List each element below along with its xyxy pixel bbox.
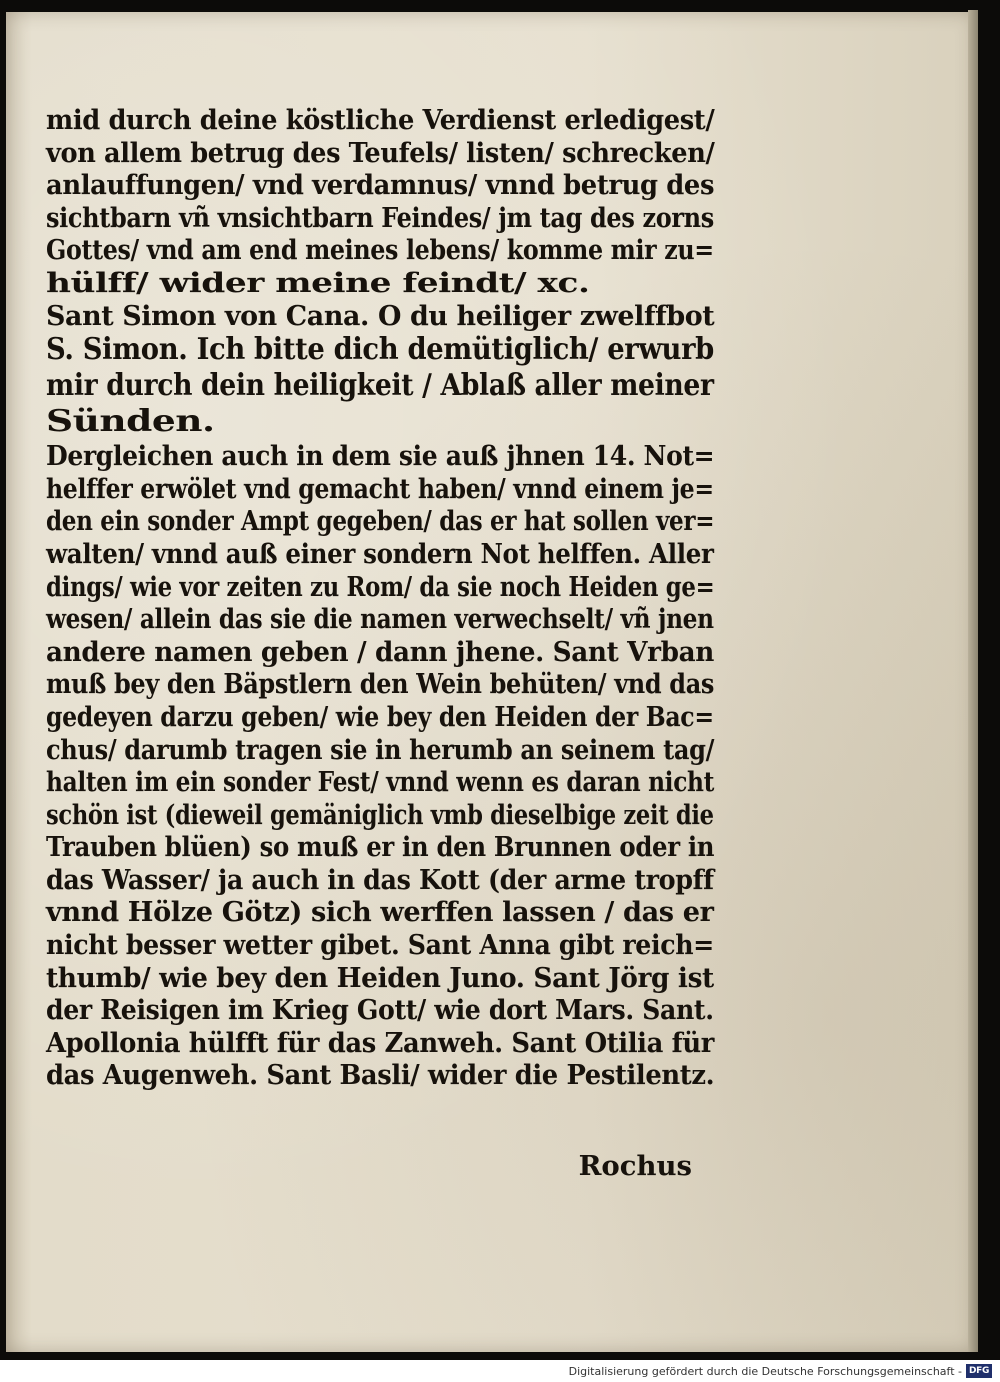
text-line: anlauffungen/ vnd verdamnus/ vnnd betrug des [46, 169, 715, 202]
dfg-logo-icon: DFG [966, 1364, 992, 1378]
text-line: Gottes/ vnd am end meines lebens/ komme mir zu= [46, 234, 714, 267]
text-line: mid durch deine köstliche Verdienst erledigest/ [46, 104, 715, 136]
text-line: thumb/ wie bey den Heiden Juno. Sant Jörg ist [46, 961, 714, 994]
text-line: hülff/ wider meine feindt/ xc. [46, 266, 590, 299]
text-line: von allem betrug des Teufels/ listen/ schrecken/ [46, 136, 715, 169]
text-line: vnnd Hölze Götz) sich werffen lassen / das er [46, 896, 714, 929]
body-text [46, 104, 714, 1092]
text-line: sichtbarn vñ vnsichtbarn Feindes/ jm tag des zorns [46, 201, 714, 234]
text-line: schön ist (dieweil gemäniglich vmb dieselbige zeit die [46, 798, 714, 831]
page-edge [968, 10, 978, 1352]
text-line: Apollonia hülfft für das Zanweh. Sant Otilia für [46, 1026, 714, 1059]
footer-bar [0, 1360, 1000, 1382]
text-line: muß bey den Bäpstlern den Wein behüten/ vnd das [46, 668, 715, 701]
text-line: andere namen geben / dann jhene. Sant Vrban [46, 635, 715, 668]
text-line: das Augenweh. Sant Basli/ wider die Pestilentz. [46, 1059, 715, 1092]
text-line: Dergleichen auch in dem sie auß jhnen 14. Not= [46, 440, 715, 473]
text-line: Trauben blüen) so muß er in den Brunnen oder in [46, 831, 715, 864]
text-line: dings/ wie vor zeiten zu Rom/ da sie noch Heiden ge= [46, 570, 715, 603]
text-line: Sünden. [46, 404, 215, 440]
book-page [6, 12, 974, 1352]
text-line: S. Simon. Ich bitte dich demütiglich/ erwurb [46, 332, 714, 368]
funding-credit: Digitalisierung gefördert durch die Deutsche Forschungsgemeinschaft - [568, 1365, 962, 1378]
text-line: walten/ vnnd auß einer sondern Not helffen. Aller [46, 537, 714, 570]
text-line: chus/ darumb tragen sie in herumb an seinem tag/ [46, 733, 715, 766]
text-line: helffer erwölet vnd gemacht haben/ vnnd einem je= [46, 472, 714, 505]
text-line: nicht besser wetter gibet. Sant Anna gibt reich= [46, 929, 714, 962]
text-line: der Reisigen im Krieg Gott/ wie dort Mars. Sant. [46, 994, 714, 1027]
text-line: wesen/ allein das sie die namen verwechselt/ vñ jnen [46, 603, 714, 636]
text-line: mir durch dein heiligkeit / Ablaß aller meiner [46, 368, 714, 404]
text-line: das Wasser/ ja auch in das Kott (der arme tropff [46, 863, 714, 896]
text-line: gedeyen darzu geben/ wie bey den Heiden der Bac= [46, 700, 714, 733]
text-line: den ein sonder Ampt gegeben/ das er hat sollen ver= [46, 505, 715, 538]
text-line: halten im ein sonder Fest/ vnnd wenn es daran nicht [46, 766, 715, 799]
catchword: Rochus [578, 1150, 692, 1182]
text-line: Sant Simon von Cana. O du heiliger zwelffbot [46, 299, 715, 332]
